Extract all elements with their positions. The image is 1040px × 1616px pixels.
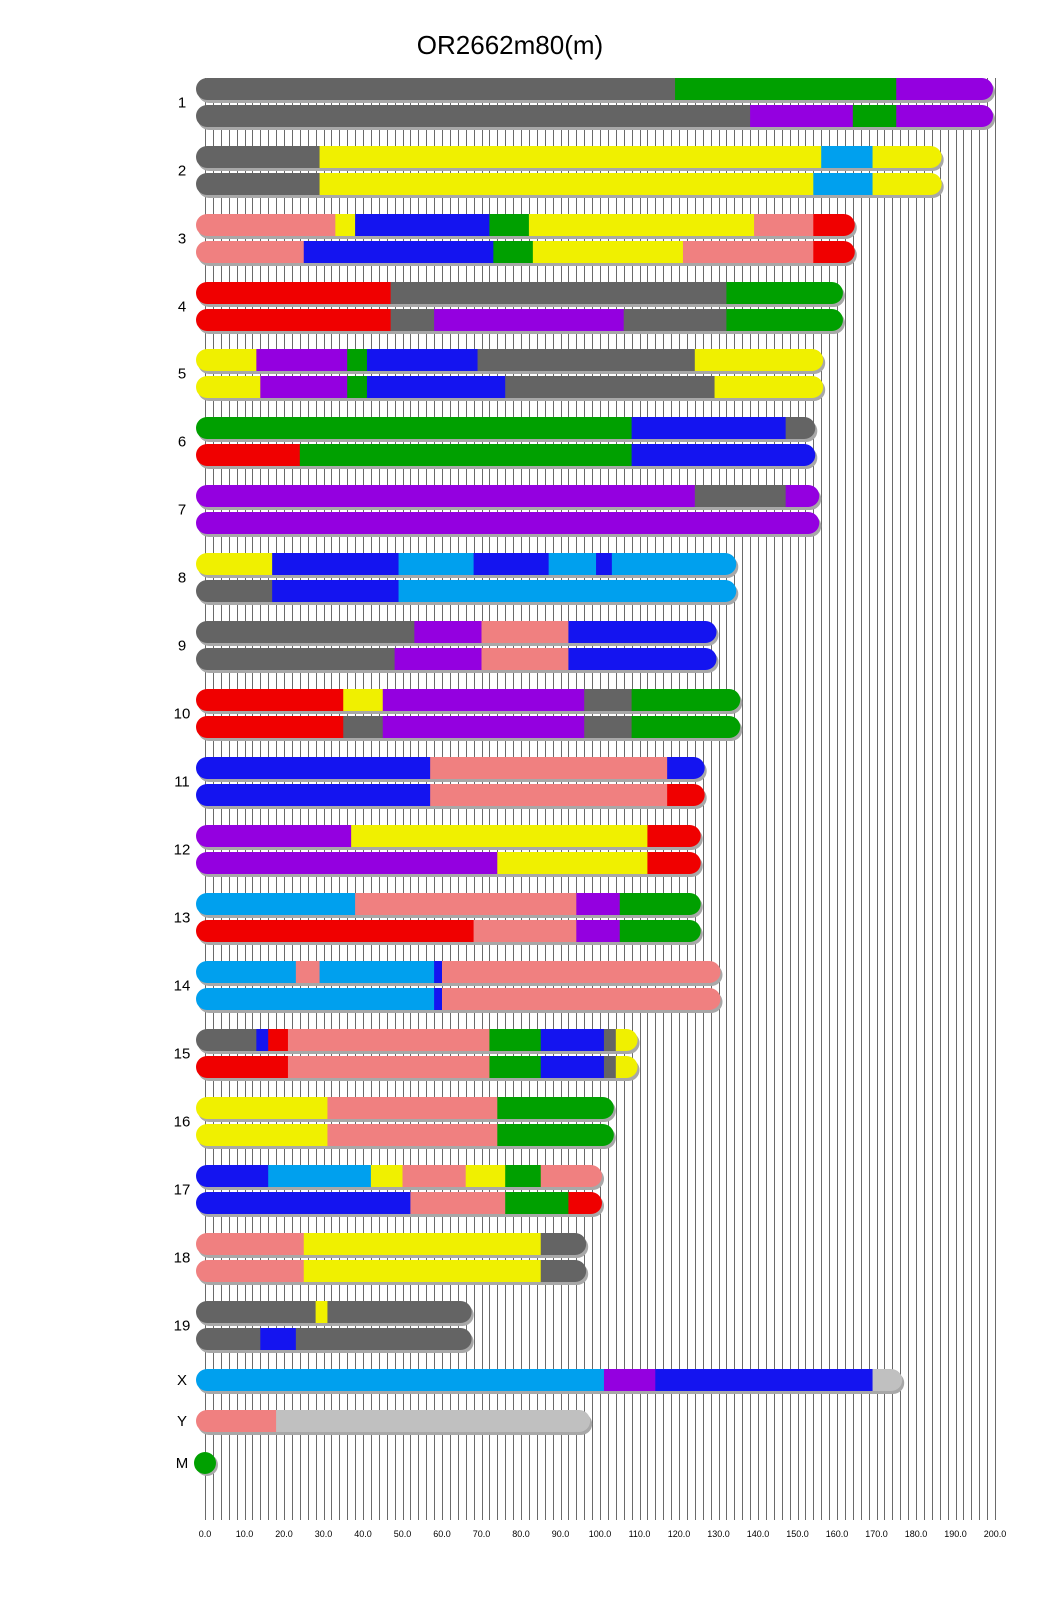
x-tick-label: 130.0 [707, 1529, 730, 1539]
x-tick-label: 190.0 [944, 1529, 967, 1539]
haplotype-segment [434, 961, 442, 983]
haplotype-segment [196, 1328, 261, 1350]
chromosome-label: 5 [177, 365, 187, 383]
x-tick-label: 200.0 [983, 1529, 1007, 1539]
haplotype-bar [196, 1328, 472, 1350]
chromosome-label: M [175, 1455, 189, 1472]
haplotype-segment [647, 825, 701, 847]
haplotype-bar [196, 621, 717, 643]
haplotype-segment [196, 309, 391, 331]
haplotype-segment [383, 689, 585, 711]
haplotype-segment [196, 784, 431, 806]
haplotype-bar [196, 349, 824, 371]
haplotype-segment [196, 1410, 277, 1432]
haplotype-bar [196, 78, 994, 100]
x-tick-label: 160.0 [825, 1529, 849, 1539]
haplotype-segment [196, 105, 751, 127]
haplotype-segment [695, 349, 824, 371]
x-tick-label: 110.0 [628, 1529, 651, 1539]
x-tick-label: 100.0 [588, 1529, 612, 1539]
haplotype-segment [304, 1233, 542, 1255]
haplotype-segment [196, 78, 676, 100]
haplotype-segment [489, 1056, 541, 1078]
haplotype-segment [541, 1029, 605, 1051]
haplotype-segment [256, 349, 347, 371]
chart-title: OR2662m80(m) [416, 30, 604, 60]
haplotype-segment [196, 282, 391, 304]
haplotype-segment [196, 1369, 604, 1391]
haplotype-segment [196, 621, 415, 643]
haplotype-segment [343, 716, 383, 738]
chromosome-label: X [176, 1372, 188, 1389]
haplotype-segment [533, 241, 684, 263]
haplotype-segment [482, 621, 569, 643]
x-tick-label: 70.0 [472, 1529, 491, 1539]
haplotype-bar [196, 376, 824, 398]
haplotype-segment [196, 648, 395, 670]
haplotype-segment [604, 1056, 616, 1078]
haplotype-segment [399, 580, 737, 602]
haplotype-segment [196, 146, 320, 168]
haplotype-segment [813, 241, 855, 263]
haplotype-segment [304, 241, 494, 263]
haplotype-bar [196, 241, 855, 263]
haplotype-segment [196, 716, 344, 738]
haplotype-segment [276, 1410, 591, 1432]
haplotype-segment [327, 1301, 472, 1323]
haplotype-bar [196, 580, 737, 602]
haplotype-segment [196, 825, 352, 847]
haplotype-segment [505, 1165, 541, 1187]
haplotype-bar [196, 757, 705, 779]
haplotype-segment [196, 417, 632, 439]
x-tick-label: 150.0 [786, 1529, 809, 1539]
haplotype-bar [196, 214, 855, 236]
haplotype-segment [529, 214, 755, 236]
haplotype-segment [675, 78, 897, 100]
haplotype-bar [196, 825, 701, 847]
haplotype-segment [296, 1328, 472, 1350]
haplotype-segment [355, 214, 490, 236]
haplotype-segment [355, 893, 577, 915]
haplotype-bar [196, 1097, 614, 1119]
haplotype-segment [256, 1029, 268, 1051]
haplotype-segment [873, 173, 943, 195]
haplotype-segment [813, 214, 855, 236]
haplotype-segment [268, 1165, 371, 1187]
haplotype-segment [367, 376, 506, 398]
haplotype-segment [505, 376, 715, 398]
haplotype-segment [196, 485, 695, 507]
haplotype-segment [196, 553, 273, 575]
haplotype-segment [466, 1165, 506, 1187]
chromosome-label: 7 [177, 501, 187, 519]
haplotype-segment [896, 78, 993, 100]
haplotype-bar [196, 485, 820, 507]
haplotype-segment [489, 214, 529, 236]
haplotype-bar [196, 309, 843, 331]
x-tick-label: 0.0 [198, 1529, 212, 1539]
haplotype-bar [196, 1260, 587, 1282]
haplotype-segment [754, 214, 814, 236]
chromosome-label: 15 [173, 1045, 191, 1063]
haplotype-bar [196, 1124, 614, 1146]
haplotype-bar [196, 146, 942, 168]
haplotype-segment [604, 1369, 656, 1391]
haplotype-segment [196, 988, 435, 1010]
haplotype-segment [391, 309, 435, 331]
haplotype-segment [624, 309, 727, 331]
haplotype-segment [196, 852, 498, 874]
haplotype-segment [632, 444, 816, 466]
haplotype-segment [196, 580, 273, 602]
haplotype-segment [196, 1124, 328, 1146]
haplotype-segment [260, 376, 347, 398]
haplotype-segment [632, 417, 787, 439]
chromosome-label: 14 [173, 977, 191, 995]
haplotype-segment [620, 893, 702, 915]
x-tick-label: 50.0 [393, 1529, 412, 1539]
haplotype-segment [327, 1097, 497, 1119]
haplotype-segment [541, 1260, 587, 1282]
haplotype-segment [383, 716, 585, 738]
haplotype-bar [196, 988, 721, 1010]
haplotype-segment [196, 214, 336, 236]
haplotype-segment [478, 349, 696, 371]
haplotype-segment [347, 349, 367, 371]
x-tick-label: 20.0 [275, 1529, 293, 1539]
haplotype-segment [493, 241, 533, 263]
haplotype-segment [272, 553, 399, 575]
haplotype-segment [497, 1124, 614, 1146]
haplotype-bar [196, 417, 816, 439]
haplotype-segment [715, 376, 824, 398]
haplotype-segment [442, 988, 721, 1010]
x-tick-label: 40.0 [354, 1529, 372, 1539]
haplotype-segment [568, 1192, 602, 1214]
haplotype-segment [196, 1260, 304, 1282]
x-tick-label: 120.0 [667, 1529, 691, 1539]
haplotype-segment [196, 376, 261, 398]
haplotype-segment [196, 961, 296, 983]
haplotype-segment [568, 621, 717, 643]
haplotype-bar [196, 689, 741, 711]
haplotype-segment [853, 105, 897, 127]
haplotype-segment [196, 1029, 257, 1051]
chromosome-label: 11 [174, 773, 190, 791]
haplotype-segment [316, 1301, 328, 1323]
haplotype-segment [430, 757, 668, 779]
haplotype-bar [196, 173, 942, 195]
haplotype-segment [655, 1369, 873, 1391]
haplotype-segment [873, 1369, 903, 1391]
haplotype-bar [196, 920, 701, 942]
haplotype-segment [821, 146, 873, 168]
chromosome-label: 1 [177, 94, 187, 112]
chromosome-label: 6 [177, 433, 187, 451]
haplotype-segment [584, 689, 632, 711]
haplotype-segment [399, 553, 475, 575]
chromosome-label: 18 [173, 1249, 191, 1267]
haplotype-segment [320, 961, 435, 983]
x-tick-label: 90.0 [551, 1529, 570, 1539]
haplotype-segment [497, 1097, 614, 1119]
x-tick-label: 80.0 [512, 1529, 530, 1539]
haplotype-segment [335, 214, 355, 236]
chromosome-label: 4 [177, 298, 187, 316]
haplotype-segment [371, 1165, 403, 1187]
haplotype-segment [196, 920, 474, 942]
chromosome-label: 10 [173, 705, 191, 723]
haplotype-segment [403, 1165, 467, 1187]
haplotype-segment [667, 757, 705, 779]
haplotype-segment [620, 920, 702, 942]
haplotype-segment [873, 146, 943, 168]
chromosome-label: 13 [173, 909, 191, 927]
haplotype-segment [786, 485, 820, 507]
haplotype-segment [667, 784, 705, 806]
haplotype-segment [410, 1192, 505, 1214]
haplotype-segment [549, 553, 597, 575]
haplotype-segment [347, 376, 367, 398]
chromosome-label: 3 [177, 230, 187, 248]
haplotype-segment [414, 621, 482, 643]
haplotype-segment [726, 309, 843, 331]
haplotype-segment [395, 648, 482, 670]
haplotype-bar [196, 716, 741, 738]
haplotype-segment [596, 553, 612, 575]
haplotype-segment [568, 648, 717, 670]
haplotype-segment [474, 920, 577, 942]
haplotype-segment [288, 1056, 490, 1078]
haplotype-bar [196, 282, 843, 304]
haplotype-bar [196, 961, 721, 983]
chromosome-label: 16 [173, 1113, 191, 1131]
haplotype-segment [196, 444, 300, 466]
haplotype-segment [584, 716, 632, 738]
haplotype-segment [482, 648, 569, 670]
haplotype-bar [196, 105, 994, 127]
haplotype-segment [474, 553, 550, 575]
haplotype-segment [434, 988, 442, 1010]
haplotype-segment [497, 852, 648, 874]
haplotype-bar [196, 1301, 472, 1323]
haplotype-bar [196, 1056, 638, 1078]
chromosome-label: Y [176, 1413, 188, 1430]
haplotype-bar [196, 1165, 603, 1187]
haplotype-bar [196, 553, 737, 575]
haplotype-segment [632, 689, 741, 711]
haplotype-segment [351, 825, 648, 847]
x-tick-label: 170.0 [865, 1529, 888, 1539]
haplotype-segment [196, 1165, 269, 1187]
haplotype-segment [320, 146, 822, 168]
haplotype-segment [196, 757, 431, 779]
chromosome-label: 8 [177, 569, 187, 587]
chromosome-label: 9 [177, 637, 187, 655]
haplotype-bar [196, 1192, 603, 1214]
x-tick-label: 30.0 [314, 1529, 333, 1539]
haplotype-segment [194, 1452, 216, 1474]
haplotype-segment [343, 689, 383, 711]
haplotype-segment [391, 282, 727, 304]
haplotype-bar [196, 784, 705, 806]
chromosome-label: 2 [177, 162, 187, 180]
haplotype-bar [196, 648, 717, 670]
haplotype-segment [196, 1301, 316, 1323]
haplotype-segment [296, 961, 320, 983]
haplotype-bar [196, 1369, 903, 1391]
haplotype-segment [541, 1056, 605, 1078]
haplotype-segment [541, 1233, 587, 1255]
haplotype-segment [726, 282, 843, 304]
haplotype-segment [260, 1328, 296, 1350]
haplotype-segment [196, 241, 304, 263]
haplotype-segment [272, 580, 399, 602]
haplotype-bar [196, 1410, 591, 1432]
haplotype-segment [750, 105, 853, 127]
haplotype-segment [604, 1029, 616, 1051]
haplotype-segment [647, 852, 701, 874]
haplotype-bar [196, 444, 816, 466]
x-tick-label: 10.0 [235, 1529, 254, 1539]
haplotype-segment [505, 1192, 569, 1214]
haplotype-segment [489, 1029, 541, 1051]
haplotype-bar [196, 512, 820, 534]
x-tick-label: 140.0 [746, 1529, 770, 1539]
haplotype-segment [430, 784, 668, 806]
haplotype-segment [541, 1165, 603, 1187]
haplotype-segment [813, 173, 873, 195]
haplotype-segment [196, 1097, 328, 1119]
haplotype-bar [196, 852, 701, 874]
haplotype-segment [268, 1029, 288, 1051]
haplotype-segment [695, 485, 786, 507]
haplotype-segment [196, 173, 320, 195]
haplotype-segment [196, 893, 356, 915]
haplotype-segment [196, 349, 257, 371]
chromosome-label: 12 [173, 841, 191, 859]
haplotype-segment [367, 349, 478, 371]
haplotype-segment [612, 553, 737, 575]
haplotype-segment [320, 173, 814, 195]
haplotype-segment [896, 105, 993, 127]
haplotype-segment [196, 512, 820, 534]
x-tick-label: 180.0 [904, 1529, 928, 1539]
haplotype-segment [196, 1192, 411, 1214]
haplotype-segment [786, 417, 816, 439]
chromosome-label: 19 [173, 1317, 191, 1335]
haplotype-segment [300, 444, 632, 466]
haplotype-segment [327, 1124, 497, 1146]
x-tick-label: 60.0 [433, 1529, 451, 1539]
haplotype-segment [196, 1233, 304, 1255]
haplotype-bar [196, 893, 701, 915]
haplotype-segment [683, 241, 814, 263]
haplotype-segment [196, 689, 344, 711]
haplotype-segment [442, 961, 721, 983]
chromosome-label: 17 [173, 1181, 191, 1199]
haplotype-bar [196, 1233, 587, 1255]
haplotype-segment [434, 309, 624, 331]
haplotype-bar [196, 1029, 638, 1051]
haplotype-segment [632, 716, 741, 738]
haplotype-segment [576, 920, 620, 942]
haplotype-segment [288, 1029, 490, 1051]
haplotype-segment [304, 1260, 542, 1282]
haplotype-segment [576, 893, 620, 915]
haplotype-segment [196, 1056, 288, 1078]
